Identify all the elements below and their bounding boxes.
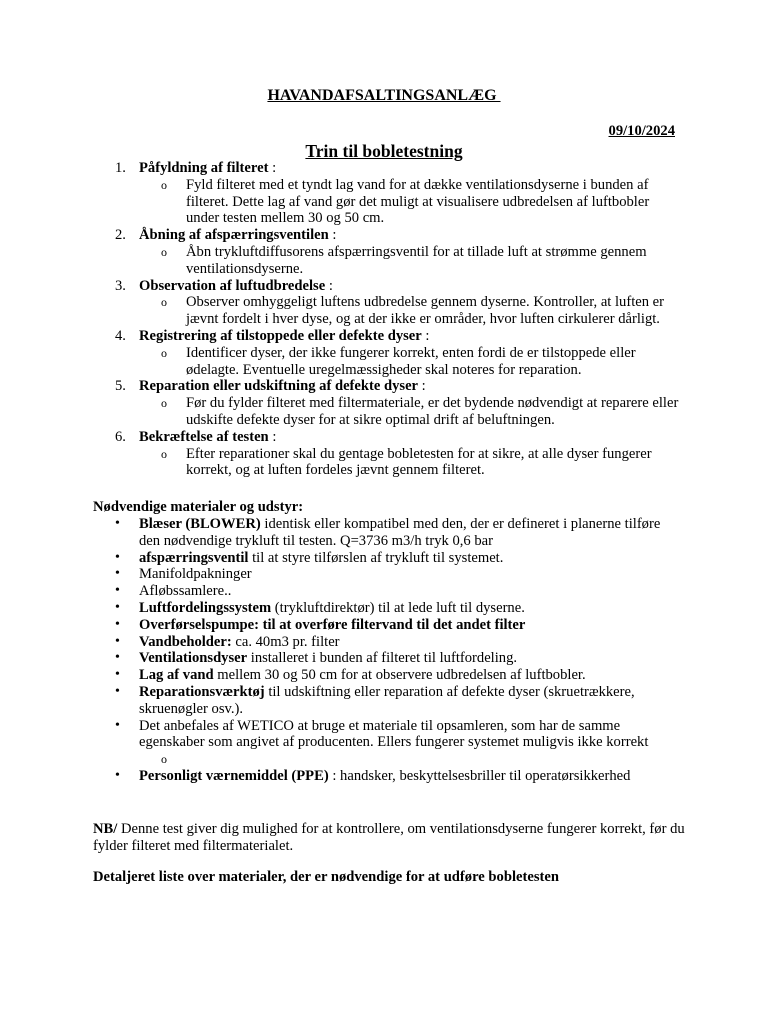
- material-text: Afløbssamlere..: [139, 583, 232, 600]
- note-paragraph: [93, 821, 693, 855]
- step-title: Reparation eller udskiftning af defekte dyser: [139, 378, 419, 395]
- step-item: [0, 227, 768, 244]
- material-text: Manifoldpakninger: [139, 566, 252, 583]
- step-title: Påfyldning af filteret: [139, 160, 269, 176]
- step-number: 5.: [115, 378, 126, 395]
- materials-heading: Nødvendige materialer og udstyr:: [93, 499, 304, 515]
- material-item: [0, 516, 768, 550]
- sub-bullet-icon: o: [161, 752, 167, 767]
- sub-bullet-icon: o: [161, 244, 167, 259]
- step-detail-text: Identificer dyser, der ikke fungerer korrekt, enten fordi de er tilstoppede eller ødelagte. Eventuelle uregelmæssigheder skal noteres for reparation.: [186, 344, 636, 378]
- bullet-icon: •: [115, 616, 120, 632]
- material-text: ca. 40m3 pr. filter: [231, 633, 340, 650]
- step-number: 6.: [115, 428, 126, 445]
- step-suffix: :: [418, 378, 426, 395]
- sub-bullet-icon: o: [161, 345, 167, 360]
- material-name: Overførselspumpe: til at overføre filtervand til det andet filter: [139, 616, 526, 633]
- material-item: [0, 667, 768, 684]
- step-detail: [0, 244, 768, 278]
- sub-bullet-icon: o: [161, 177, 167, 192]
- step-number: 3.: [115, 277, 126, 294]
- step-detail: [0, 294, 768, 328]
- material-item: [0, 566, 768, 583]
- material-name: Blæser (BLOWER): [139, 516, 261, 532]
- step-item: [0, 429, 768, 446]
- step-title: Bekræftelse af testen: [139, 428, 269, 445]
- material-name: afspærringsventil: [139, 549, 249, 566]
- material-name: Ventilationsdyser: [139, 650, 248, 667]
- material-text: : handsker, beskyttelsesbriller til operatørsikkerhed: [328, 767, 631, 784]
- step-title: Åbning af afspærringsventilen: [139, 227, 329, 244]
- bullet-icon: •: [115, 633, 120, 649]
- step-item: [0, 378, 768, 395]
- note-label: NB/: [93, 821, 118, 837]
- note-text: Denne test giver dig mulighed for at kontrollere, om ventilationsdyserne fungerer korrekt, før du fylder filteret med filtermaterialet.: [93, 821, 685, 854]
- material-item: [0, 650, 768, 667]
- detail-heading: Detaljeret liste over materialer, der er nødvendige for at udføre bobletesten: [93, 869, 559, 885]
- step-item: [0, 328, 768, 345]
- material-name: Vandbeholder:: [139, 633, 232, 650]
- material-item: [0, 718, 768, 752]
- material-text: til udskiftning eller reparation af defekte dyser (skruetrækkere, skruenøgler osv.).: [139, 683, 635, 717]
- step-detail-text: Fyld filteret med et tyndt lag vand for at dække ventilationsdyserne i bunden af filteret. Dette lag af vand gør det muligt at visualisere udbredelsen af luftbobler under testen mellem 30 og 50 cm.: [186, 176, 650, 227]
- step-suffix: :: [268, 160, 277, 176]
- material-item: [0, 550, 768, 567]
- empty-sub-item: [0, 751, 768, 768]
- material-item: [0, 600, 768, 617]
- step-item: [0, 160, 768, 177]
- sub-bullet-icon: o: [161, 295, 167, 310]
- step-detail-text: Observer omhyggeligt luftens udbredelse gennem dyserne. Kontroller, at luften er jævnt fordelt i hver dyse, og at der ikke er områder, hvor luften cirkulerer dårligt.: [186, 294, 665, 328]
- bullet-icon: •: [115, 516, 120, 531]
- step-detail: [0, 345, 768, 379]
- material-item: [0, 634, 768, 651]
- material-text: til at styre tilførslen af trykluft til systemet.: [248, 549, 504, 566]
- bullet-icon: •: [115, 717, 120, 733]
- material-name: Lag af vand: [139, 667, 214, 684]
- document-date: 09/10/2024: [608, 123, 675, 139]
- step-item: [0, 278, 768, 295]
- bullet-icon: •: [115, 549, 120, 565]
- bullet-icon: •: [115, 650, 120, 666]
- materials-list: [0, 516, 768, 785]
- document-title: HAVANDAFSALTINGSANLÆG: [267, 87, 501, 104]
- material-text: identisk eller kompatibel med den, der er defineret i planerne tilføre den nødvendige trykluft til testen. Q=3736 m3/h tryk 0,6 bar: [139, 516, 661, 549]
- step-detail-text: Åbn trykluftdiffusorens afspærringsventil for at tillade luft at strømme gennem ventilationsdyserne.: [186, 243, 647, 277]
- step-title: Registrering af tilstoppede eller defekte dyser: [139, 327, 422, 344]
- step-number: 1.: [115, 160, 126, 176]
- material-item: [0, 583, 768, 600]
- bullet-icon: •: [115, 767, 120, 783]
- material-text: installeret i bunden af filteret til luftfordeling.: [247, 650, 518, 667]
- bullet-icon: •: [115, 566, 120, 582]
- bullet-icon: •: [115, 583, 120, 599]
- material-item: [0, 768, 768, 785]
- step-number: 4.: [115, 327, 126, 344]
- sub-bullet-icon: o: [161, 396, 167, 411]
- material-text: (trykluftdirektør) til at lede luft til dyserne.: [271, 599, 525, 616]
- step-suffix: :: [421, 327, 430, 344]
- material-text: mellem 30 og 50 cm for at observere udbredelsen af luftbobler.: [213, 667, 586, 684]
- sub-bullet-icon: o: [161, 446, 167, 461]
- step-suffix: :: [328, 227, 337, 244]
- step-detail-text: Efter reparationer skal du gentage bobletesten for at sikre, at alle dyser fungerer korrekt, og at luften fordeles jævnt gennem filteret.: [186, 445, 652, 479]
- step-title: Observation af luftudbredelse: [139, 277, 326, 294]
- material-item: [0, 617, 768, 634]
- bullet-icon: •: [115, 599, 120, 615]
- material-text: Det anbefales af WETICO at bruge et materiale til opsamleren, som har de samme egenskaber som angivet af producenten. Ellers fungerer systemet muligvis ikke korrekt: [139, 717, 649, 751]
- material-name: Reparationsværktøj: [139, 683, 265, 700]
- section-title: Trin til bobletestning: [305, 141, 463, 161]
- bullet-icon: •: [115, 667, 120, 683]
- step-suffix: :: [268, 428, 277, 445]
- step-detail-text: Før du fylder filteret med filtermateriale, er det bydende nødvendigt at reparere eller udskifte defekte dyser for at sikre optimal drift af beluftningen.: [186, 395, 679, 428]
- bullet-icon: •: [115, 683, 120, 699]
- material-name: Personligt værnemiddel (PPE): [139, 767, 329, 784]
- material-item: [0, 684, 768, 718]
- material-name: Luftfordelingssystem: [139, 599, 272, 616]
- step-number: 2.: [115, 227, 126, 244]
- step-suffix: :: [325, 277, 333, 294]
- step-detail: [0, 446, 768, 480]
- step-detail: [0, 395, 768, 429]
- step-detail: [0, 177, 768, 227]
- steps-list: [0, 160, 768, 479]
